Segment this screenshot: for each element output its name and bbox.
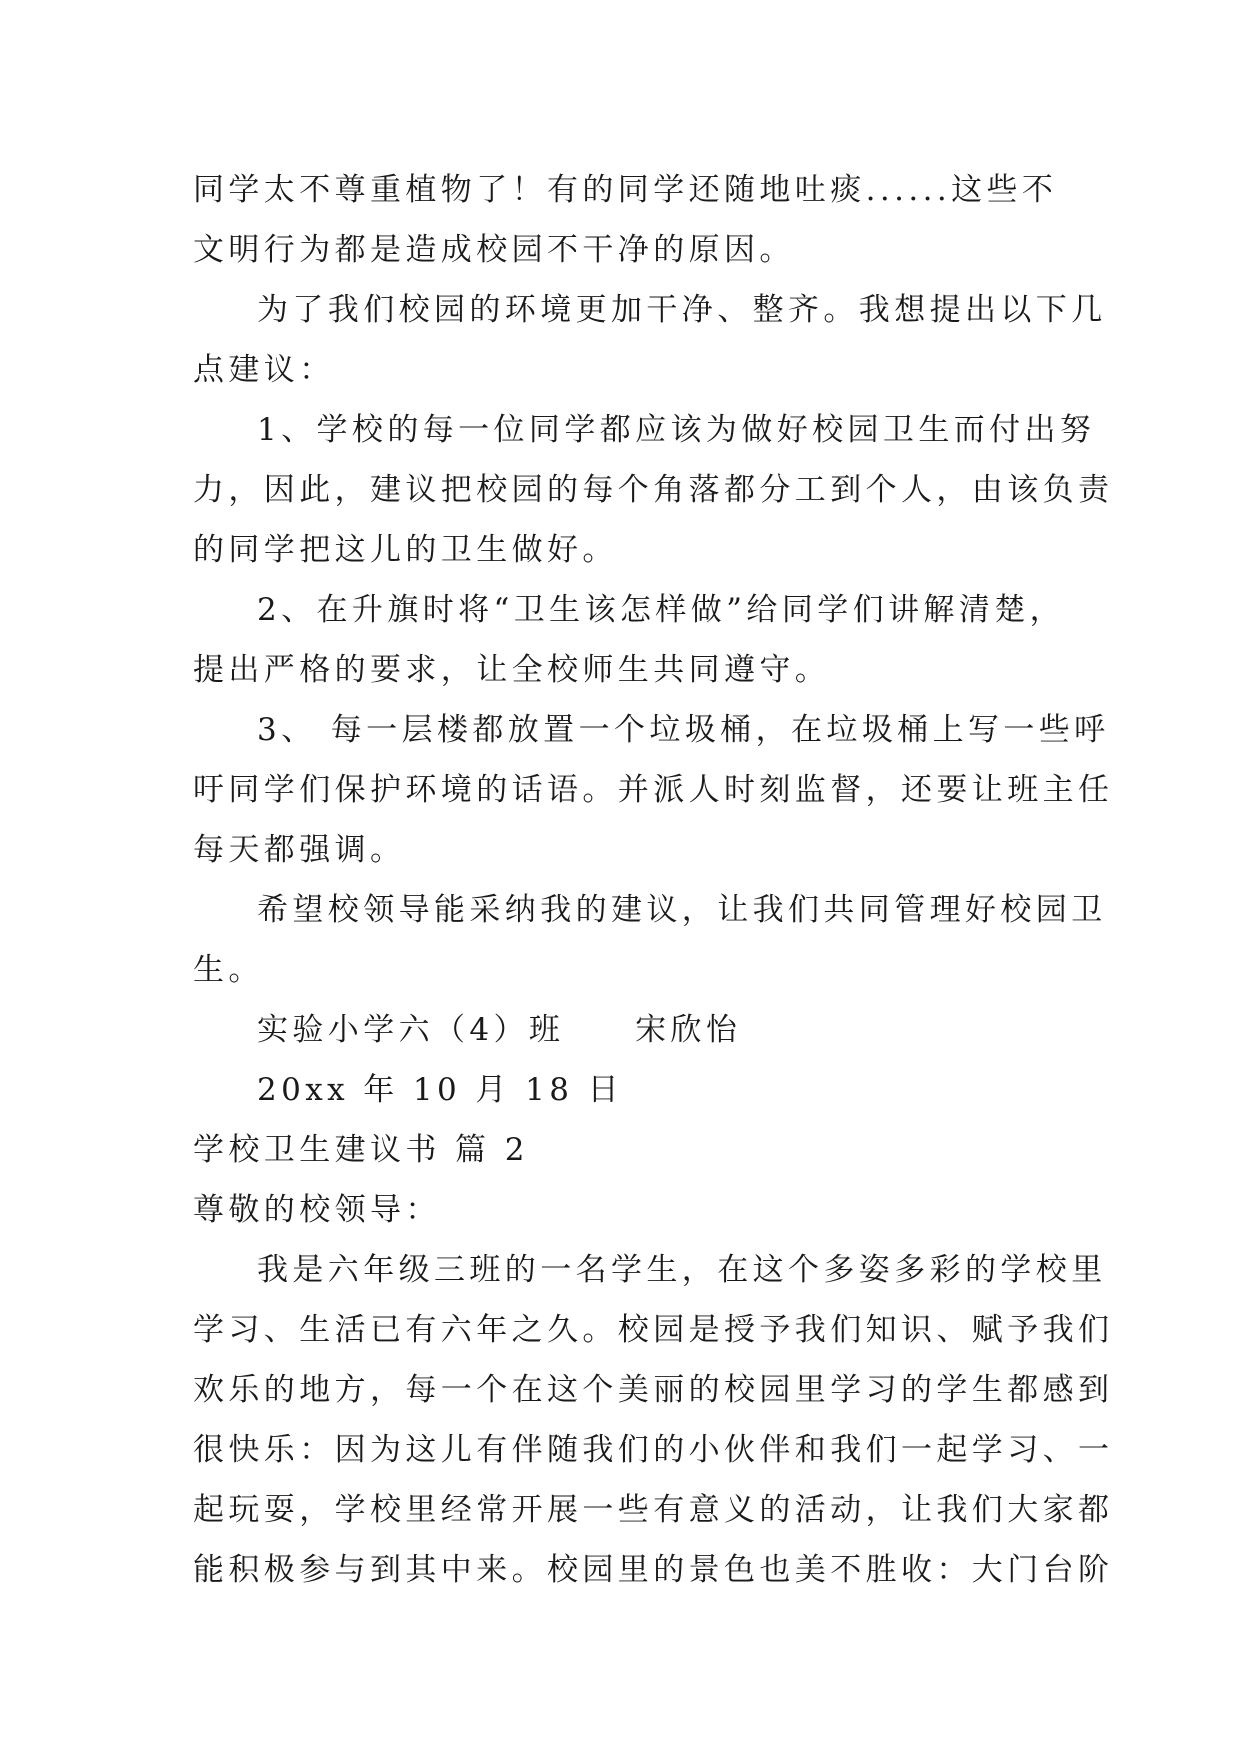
- text-line: 1、学校的每一位同学都应该为做好校园卫生而付出努: [257, 412, 1096, 448]
- text-line: 的同学把这儿的卫生做好。: [193, 532, 618, 568]
- text-line: 我是六年级三班的一名学生，在这个多姿多彩的学校里: [257, 1252, 1107, 1288]
- text-line: 生。: [193, 952, 264, 988]
- text-line: 为了我们校园的环境更加干净、整齐。我想提出以下几: [257, 292, 1107, 328]
- text-line: 每天都强调。: [193, 832, 406, 868]
- section-heading: 学校卫生建议书 篇 2: [193, 1132, 529, 1168]
- text-line: 力，因此，建议把校园的每个角落都分工到个人，由该负责: [193, 472, 1114, 508]
- salutation: 尊敬的校领导：: [193, 1192, 441, 1228]
- text-line: 能积极参与到其中来。校园里的景色也美不胜收：大门台阶: [193, 1552, 1114, 1588]
- text-line: 同学太不尊重植物了！有的同学还随地吐痰......这些不: [193, 172, 1058, 208]
- text-line: 吁同学们保护环境的话语。并派人时刻监督，还要让班主任: [193, 772, 1114, 808]
- text-line: 3、 每一层楼都放置一个垃圾桶，在垃圾桶上写一些呼: [257, 712, 1110, 748]
- text-line: 学习、生活已有六年之久。校园是授予我们知识、赋予我们: [193, 1312, 1114, 1348]
- date-line: 20xx 年 10 月 18 日: [257, 1072, 623, 1108]
- text-line: 希望校领导能采纳我的建议，让我们共同管理好校园卫: [257, 892, 1107, 928]
- text-line: 文明行为都是造成校园不干净的原因。: [193, 232, 795, 268]
- text-line: 提出严格的要求，让全校师生共同遵守。: [193, 652, 831, 688]
- document-body: [193, 160, 1114, 1600]
- text-line: 很快乐：因为这儿有伴随我们的小伙伴和我们一起学习、一: [193, 1432, 1114, 1468]
- text-line: 2、在升旗时将“卫生该怎样做”给同学们讲解清楚，: [257, 592, 1066, 628]
- text-line: 欢乐的地方，每一个在这个美丽的校园里学习的学生都感到: [193, 1372, 1114, 1408]
- signature-line: 实验小学六（4）班 宋欣怡: [257, 1012, 742, 1048]
- text-line: 起玩耍，学校里经常开展一些有意义的活动，让我们大家都: [193, 1492, 1114, 1528]
- text-line: 点建议：: [193, 352, 335, 388]
